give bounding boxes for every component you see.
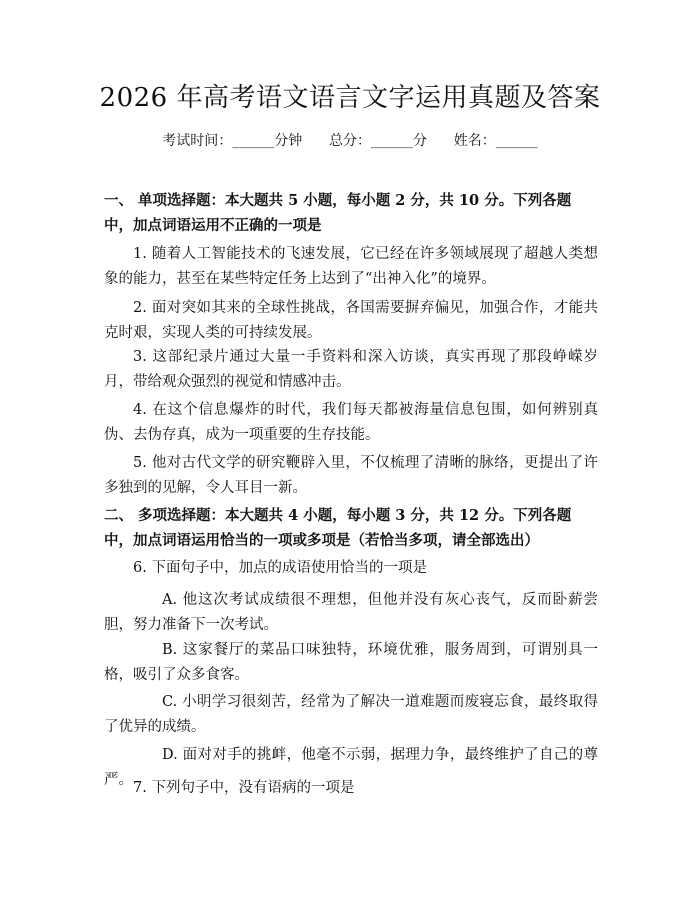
question-4: 4. 在这个信息爆炸的时代，我们每天都被海量信息包围，如何辨别真伪、去伪存真，成为一项重要的生存技能。 xyxy=(104,402,598,443)
option-a: A. 他这次考试成绩很不理想，但他并没有灰心丧气，反而卧薪尝胆，努力准备下一次考试。 xyxy=(104,592,598,633)
option-b: B. 这家餐厅的菜品口味独特，环境优雅，服务周到，可谓别具一格，吸引了众多食客。 xyxy=(104,642,598,683)
question-5: 5. 他对古代文学的研究鞭辟入里，不仅梳理了清晰的脉络，更提出了许多独到的见解，令人耳目一新。 xyxy=(104,455,598,496)
question-1: 1. 随着人工智能技术的飞速发展，它已经在许多领域展现了超越人类想象的能力，甚至在某些特定任务上达到了“出神入化”的境界。 xyxy=(104,246,598,287)
document-title: 2026 年高考语文语言文字运用真题及答案 xyxy=(99,83,601,113)
section-2-heading: 二、 多项选择题：本大题共 4 小题，每小题 3 分，共 12 分。下列各题中，加点词语运用恰当的一项或多项是（若恰当多项，请全部选出） xyxy=(104,507,572,549)
option-d: D. 面对对手的挑衅，他毫不示弱，据理力争，最终维护了自己的尊严。 xyxy=(104,747,598,788)
question-7: 7. 下列句子中，没有语病的一项是 xyxy=(133,780,355,796)
question-2: 2. 面对突如其来的全球性挑战，各国需要摒弃偏见，加强合作，才能共克时艰，实现人类的可持续发展。 xyxy=(104,300,598,341)
exam-info-line: 考试时间：______分钟 总分：______分 姓名：______ xyxy=(162,133,538,149)
section-1-heading: 一、 单项选择题：本大题共 5 小题，每小题 2 分，共 10 分。下列各题中，加点词语运用不正确的一项是 xyxy=(104,192,572,234)
option-c: C. 小明学习很刻苦，经常为了解决一道难题而废寝忘食，最终取得了优异的成绩。 xyxy=(104,694,598,735)
question-6: 6. 下面句子中，加点的成语使用恰当的一项是 xyxy=(133,560,427,576)
question-3: 3. 这部纪录片通过大量一手资料和深入访谈，真实再现了那段峥嵘岁月，带给观众强烈的视觉和情感冲击。 xyxy=(104,349,598,390)
